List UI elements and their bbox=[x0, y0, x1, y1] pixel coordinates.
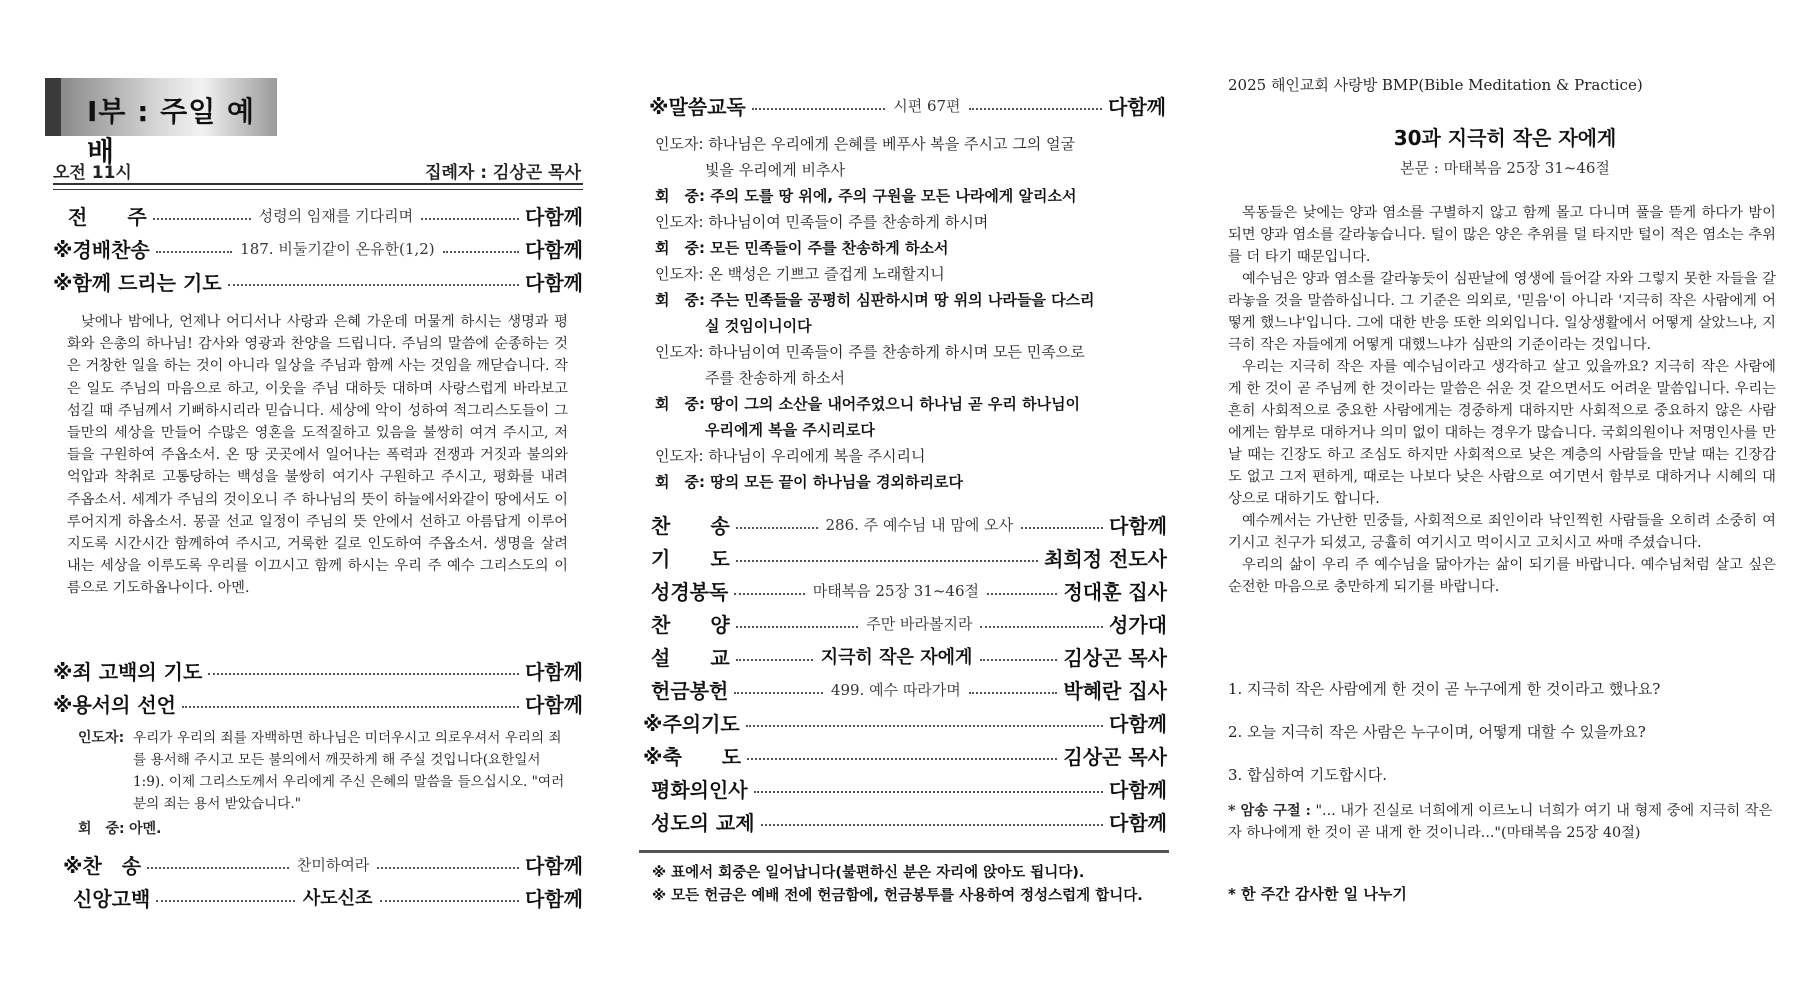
leader-dots bbox=[736, 527, 818, 529]
leader-dots bbox=[443, 251, 519, 253]
order-label: ※함께 드리는 기도 bbox=[53, 270, 222, 295]
order-performer: 다함께 bbox=[525, 659, 583, 684]
order-label: ※주의기도 bbox=[643, 711, 740, 736]
litany-text: 주의 도를 땅 위에, 주의 구원을 모든 나라에게 알리소서 bbox=[710, 187, 1077, 205]
litany-text: 하나님은 우리에게 은혜를 베푸사 복을 주시고 그의 얼굴 bbox=[708, 135, 1075, 153]
service-leader: 집례자 : 김상곤 목사 bbox=[425, 163, 581, 183]
order-performer: 다함께 bbox=[525, 204, 584, 229]
order-item bbox=[651, 641, 1167, 671]
litany-text: 온 백성은 기쁘고 즐겁게 노래할지니 bbox=[708, 265, 945, 283]
leader-dots bbox=[147, 867, 289, 869]
litany-line bbox=[655, 391, 1165, 443]
litany-continuation: 실 것임이니이다 bbox=[705, 317, 812, 335]
order-label: 기 도 bbox=[651, 546, 730, 571]
leader-dots bbox=[987, 593, 1057, 595]
litany-line bbox=[655, 261, 1165, 287]
memory-verse-text: "... 내가 진실로 너희에게 이르노니 너희가 여기 내 형제 중에 지극히 작은 자 하나에게 한 것이 곧 내게 한 것이니라..."(마태복음 25장 40절) bbox=[1228, 803, 1773, 841]
order-detail: 187. 비둘기같이 온유한(1,2) bbox=[240, 239, 435, 258]
order-item bbox=[643, 707, 1167, 737]
litany-continuation: 빛을 우리에게 비추사 bbox=[705, 161, 845, 179]
order-label: 성도의 교제 bbox=[651, 810, 755, 835]
speaker-label: 인도자: bbox=[655, 447, 704, 465]
notice-line: ※ 모든 헌금은 예배 전에 헌금함에, 헌금봉투를 사용하여 정성스럽게 합니다. bbox=[652, 888, 1143, 904]
order-detail: 499. 예수 따라가며 bbox=[830, 680, 961, 699]
order-detail: 286. 주 예수님 내 맘에 오사 bbox=[825, 515, 1014, 534]
order-item bbox=[53, 849, 583, 879]
litany-line bbox=[655, 339, 1165, 391]
litany-line bbox=[655, 469, 1165, 495]
order-performer: 김상곤 목사 bbox=[1063, 645, 1168, 670]
litany-text: 하나님이여 민족들이 주를 찬송하게 하시며 bbox=[708, 213, 989, 231]
order-label: 헌금봉헌 bbox=[651, 678, 729, 703]
leader-dots bbox=[734, 593, 804, 595]
order-detail: 주만 바라볼지라 bbox=[866, 614, 973, 633]
lesson-scripture: 본문 : 마태복음 25장 31~46절 bbox=[1400, 159, 1610, 177]
speaker-label: 인도자: bbox=[655, 135, 704, 153]
litany-line bbox=[655, 235, 1165, 261]
order-label: ※용서의 선언 bbox=[53, 692, 177, 717]
litany-text: 땅의 모든 끝이 하나님을 경외하리로다 bbox=[710, 473, 963, 491]
order-detail: 찬미하여라 bbox=[296, 855, 370, 874]
leader-dots bbox=[980, 659, 1057, 661]
order-label: 평화의인사 bbox=[651, 777, 748, 802]
sermon-title: 지극히 작은 자에게 bbox=[820, 647, 973, 668]
sharing-prompt: * 한 주간 감사한 일 나누기 bbox=[1228, 885, 1407, 903]
leader-dots bbox=[969, 692, 1058, 694]
speaker-label: 인도자: bbox=[655, 213, 704, 231]
order-item bbox=[53, 233, 583, 263]
leader-dots bbox=[752, 108, 885, 110]
memory-verse bbox=[1228, 800, 1776, 844]
leader-dots bbox=[156, 900, 295, 902]
order-label: 성경봉독 bbox=[651, 579, 729, 604]
divider bbox=[53, 183, 583, 190]
essay-paragraph: 목동들은 낮에는 양과 염소를 구별하지 않고 함께 몰고 다니며 풀을 뜯게 하다가 밤이 되면 양과 염소를 갈라놓습니다. 털이 많은 양은 추위를 덜 타지만 털이 적은 염소는 추위를 더 타기 때문입니다. bbox=[1228, 205, 1776, 265]
order-item bbox=[651, 674, 1167, 704]
leader-dots bbox=[182, 706, 519, 708]
litany-line bbox=[655, 287, 1165, 339]
litany-text: 하나님이 우리에게 복을 주시리니 bbox=[708, 447, 926, 465]
order-performer: 다함께 bbox=[525, 886, 583, 911]
speaker-label: 회 중: bbox=[655, 291, 705, 309]
order-item bbox=[651, 542, 1167, 572]
leader-dots bbox=[746, 725, 1103, 727]
essay-paragraph: 우리는 지극히 작은 자를 예수님이라고 생각하고 살고 있을까요? 지극히 작은 사람에게 한 것이 곧 주님께 한 것이라는 말씀은 쉬운 것 같으면서도 어려운 말씀입니다. 우리는 흔히 사회적으로 중요한 사람에게는 경중하게 대하지만 사회적으로 중요하지 않은 사람에게는 함부로 대하거나 의미 없이 대하는 경우가 많습니다. 국회의원이나 저명인사를 만날 때는 긴장도 하고 조심도 하지만 사회적으로 낮은 계층의 사람들을 만날 때는 긴장감도 없고 그저 편하게, 때로는 나보다 낮은 사람으로 여기면서 함부로 대하거나 시혜의 대상으로 대하기도 합니다. bbox=[1228, 359, 1776, 507]
lesson-title: 30과 지극히 작은 자에게 bbox=[1393, 126, 1617, 150]
litany-line bbox=[655, 443, 1165, 469]
order-label: ※축 도 bbox=[643, 744, 742, 769]
litany-continuation: 주를 찬송하게 하소서 bbox=[705, 369, 845, 387]
leader-dots bbox=[156, 251, 232, 253]
order-label: ※죄 고백의 기도 bbox=[53, 659, 203, 684]
litany-text: 땅이 그의 소산을 내어주었으니 하나님 곧 우리 하나님이 bbox=[710, 395, 1081, 413]
leader-dots bbox=[747, 758, 1057, 760]
order-detail: 마태복음 25장 31~46절 bbox=[812, 581, 980, 600]
litany-text: 모든 민족들이 주를 찬송하게 하소서 bbox=[710, 239, 949, 257]
order-performer: 다함께 bbox=[1109, 777, 1167, 802]
absolution-text: 우리가 우리의 죄를 자백하면 하나님은 미더우시고 의로우셔서 우리의 죄를 용서해 주시고 모든 불의에서 깨끗하게 해 주실 것입니다(요한일서 1:9). 이제 그리스도께서 우리에게 주신 은혜의 말씀을 들으십시오. "여러분의 죄는 용서 받았습니다." bbox=[133, 730, 565, 812]
order-performer: 다함께 bbox=[1109, 513, 1168, 538]
order-performer: 다함께 bbox=[525, 237, 583, 262]
order-performer: 정대훈 집사 bbox=[1063, 579, 1168, 604]
notice-line: ※ 표에서 회중은 일어납니다(불편하신 분은 자리에 앉아도 됩니다). bbox=[652, 865, 1085, 881]
litany-continuation: 우리에게 복을 주시리로다 bbox=[705, 421, 875, 439]
essay-paragraph: 예수께서는 가난한 민중들, 사회적으로 죄인이라 낙인찍힌 사람들을 오히려 소중히 여기시고 친구가 되셨고, 긍휼히 여기시고 먹이시고 고치시고 싸매 주셨습니다. bbox=[1228, 513, 1776, 551]
speaker-label: 회 중: bbox=[655, 239, 705, 257]
order-detail: 성령의 임재를 기다리며 bbox=[258, 206, 414, 225]
order-performer: 다함께 bbox=[1108, 94, 1166, 119]
litany-line bbox=[655, 183, 1165, 209]
order-performer: 다함께 bbox=[525, 270, 583, 295]
discussion-question: 1. 지극히 작은 사람에게 한 것이 곧 누구에게 한 것이라고 했나요? bbox=[1228, 680, 1661, 698]
leader-dots bbox=[228, 284, 519, 286]
order-performer: 성가대 bbox=[1109, 612, 1167, 637]
order-item bbox=[651, 608, 1167, 638]
order-item bbox=[53, 655, 583, 685]
section-title: I부 : 주일 예배 bbox=[87, 95, 256, 168]
leader-dots bbox=[421, 218, 519, 220]
discussion-question: 3. 합심하여 기도합시다. bbox=[1228, 766, 1388, 784]
common-prayer-text: 낮에나 밤에나, 언제나 어디서나 사랑과 은혜 가운데 머물게 하시는 생명과 평화와 은총의 하나님! 감사와 영광과 찬양을 드립니다. 주님의 말씀에 순종하는 것은 거창한 일을 하는 것이 아니라 일상을 주님과 함께 사는 것임을 깨닫습니다. 작은 일도 주님의 마음으로 하고, 이웃을 주님 대하듯 대하며 사랑스럽게 바라보고 섬길 때 주님께서 기뻐하시리라 믿습니다. 세상에 악이 성하여 적그리스도들이 그들만의 세상을 만들어 수많은 영혼을 도적질하고 있음을 불쌍히 여겨 주시고, 저들을 구원하여 주옵소서. 온 땅 곳곳에서 일어나는 폭력과 전쟁과 거짓과 불의와 억압과 착취로 고통당하는 백성을 불쌍히 여기사 구원하고 주시고, 평화를 내려 주옵소서. 세계가 주님의 것이오니 주 하나님의 뜻이 하늘에서와같이 땅에서도 이루어지게 하옵소서. 몽골 선교 일정이 주님의 뜻 안에서 선하고 아름답게 이루어지도록 시간시간 함께하여 주시고, 거룩한 길로 인도하여 주옵소서. 생명을 살려내는 세상을 이루도록 우리를 이끄시고 함께 하시는 우리 주 예수 그리스도의 이름으로 기도하옵나이다. 아멘. bbox=[67, 314, 568, 597]
order-performer: 김상곤 목사 bbox=[1063, 744, 1167, 769]
leader-dots bbox=[969, 108, 1102, 110]
order-label: 전 주 bbox=[68, 204, 147, 229]
order-item bbox=[53, 200, 583, 230]
study-series-title: 2025 해인교회 사랑방 BMP(Bible Meditation & Practice) bbox=[1228, 76, 1643, 94]
order-item bbox=[651, 575, 1167, 605]
divider bbox=[639, 850, 1169, 853]
order-detail: 사도신조 bbox=[302, 888, 373, 909]
order-label: ※경배찬송 bbox=[53, 237, 150, 262]
order-performer: 최희정 전도사 bbox=[1044, 546, 1167, 571]
meditation-essay bbox=[1228, 202, 1776, 598]
order-label: 신앙고백 bbox=[73, 886, 151, 911]
speaker-label: 회 중: bbox=[655, 187, 705, 205]
order-item bbox=[651, 806, 1167, 836]
litany-line bbox=[655, 209, 1165, 235]
order-item bbox=[53, 882, 583, 912]
leader-dots bbox=[736, 626, 859, 628]
order-detail: 시편 67편 bbox=[893, 96, 961, 115]
order-item bbox=[643, 740, 1167, 770]
leader-dots bbox=[377, 867, 519, 869]
leader-dots bbox=[208, 673, 519, 675]
service-time: 오전 11시 bbox=[53, 163, 132, 183]
discussion-question: 2. 오늘 지극히 작은 사람은 누구이며, 어떻게 대할 수 있을까요? bbox=[1228, 723, 1646, 741]
order-label: 찬 양 bbox=[651, 612, 730, 637]
order-item bbox=[649, 90, 1166, 120]
speaker-label: 회 중: bbox=[78, 821, 125, 837]
order-performer: 다함께 bbox=[1109, 810, 1167, 835]
order-label: 찬 송 bbox=[651, 513, 730, 538]
leader-dots bbox=[754, 791, 1103, 793]
essay-paragraph: 우리의 삶이 우리 주 예수님을 닮아가는 삶이 되기를 바랍니다. 예수님처럼 살고 싶은 순전한 마음으로 충만하게 되기를 바랍니다. bbox=[1228, 557, 1776, 595]
litany-line bbox=[655, 131, 1165, 183]
speaker-label: 회 중: bbox=[655, 473, 705, 491]
order-performer: 박혜란 집사 bbox=[1063, 678, 1167, 703]
litany-text: 주는 민족들을 공평히 심판하시며 땅 위의 나라들을 다스리 bbox=[710, 291, 1095, 309]
speaker-label: 인도자: bbox=[655, 265, 704, 283]
leader-dots bbox=[761, 824, 1103, 826]
leader-dots bbox=[734, 692, 823, 694]
order-item bbox=[53, 688, 583, 718]
order-label: ※말씀교독 bbox=[649, 94, 746, 119]
congregation-response bbox=[78, 818, 161, 840]
essay-paragraph: 예수님은 양과 염소를 갈라놓듯이 심판날에 영생에 들어갈 자와 그렇지 못한 자들을 갈라놓을 것을 말씀하십니다. 그 기준은 의외로, '믿음'이 아니라 '지극히 작은 사람에게 어떻게 했느냐'입니다. 그에 대한 반응 또한 의외입니다. 일상생활에서 어떻게 살았느냐, 지극히 작은 자들에게 어떻게 대했느냐가 심판의 기준이라는 것입니다. bbox=[1228, 271, 1776, 353]
leader-dots bbox=[736, 659, 813, 661]
order-item bbox=[651, 773, 1167, 803]
service-time-row bbox=[53, 158, 581, 182]
absolution-block bbox=[78, 727, 568, 815]
speaker-label: 회 중: bbox=[655, 395, 705, 413]
leader-dots bbox=[153, 218, 251, 220]
speaker-label: 인도자: bbox=[78, 730, 125, 746]
order-item bbox=[651, 509, 1167, 539]
leader-dots bbox=[736, 560, 1038, 562]
memory-verse-label: * 암송 구절 : bbox=[1228, 803, 1311, 819]
leader-dots bbox=[1021, 527, 1103, 529]
section-header bbox=[45, 78, 277, 168]
order-performer: 다함께 bbox=[525, 853, 584, 878]
order-label: ※찬 송 bbox=[63, 853, 142, 878]
order-label: 설 교 bbox=[651, 645, 730, 670]
response-text: 아멘. bbox=[129, 821, 162, 837]
leader-dots bbox=[980, 626, 1103, 628]
order-performer: 다함께 bbox=[1109, 711, 1167, 736]
order-performer: 다함께 bbox=[525, 692, 583, 717]
speaker-label: 인도자: bbox=[655, 343, 704, 361]
leader-dots bbox=[380, 900, 519, 902]
order-item bbox=[53, 266, 583, 296]
litany-text: 하나님이여 민족들이 주를 찬송하게 하시며 모든 민족으로 bbox=[708, 343, 1085, 361]
